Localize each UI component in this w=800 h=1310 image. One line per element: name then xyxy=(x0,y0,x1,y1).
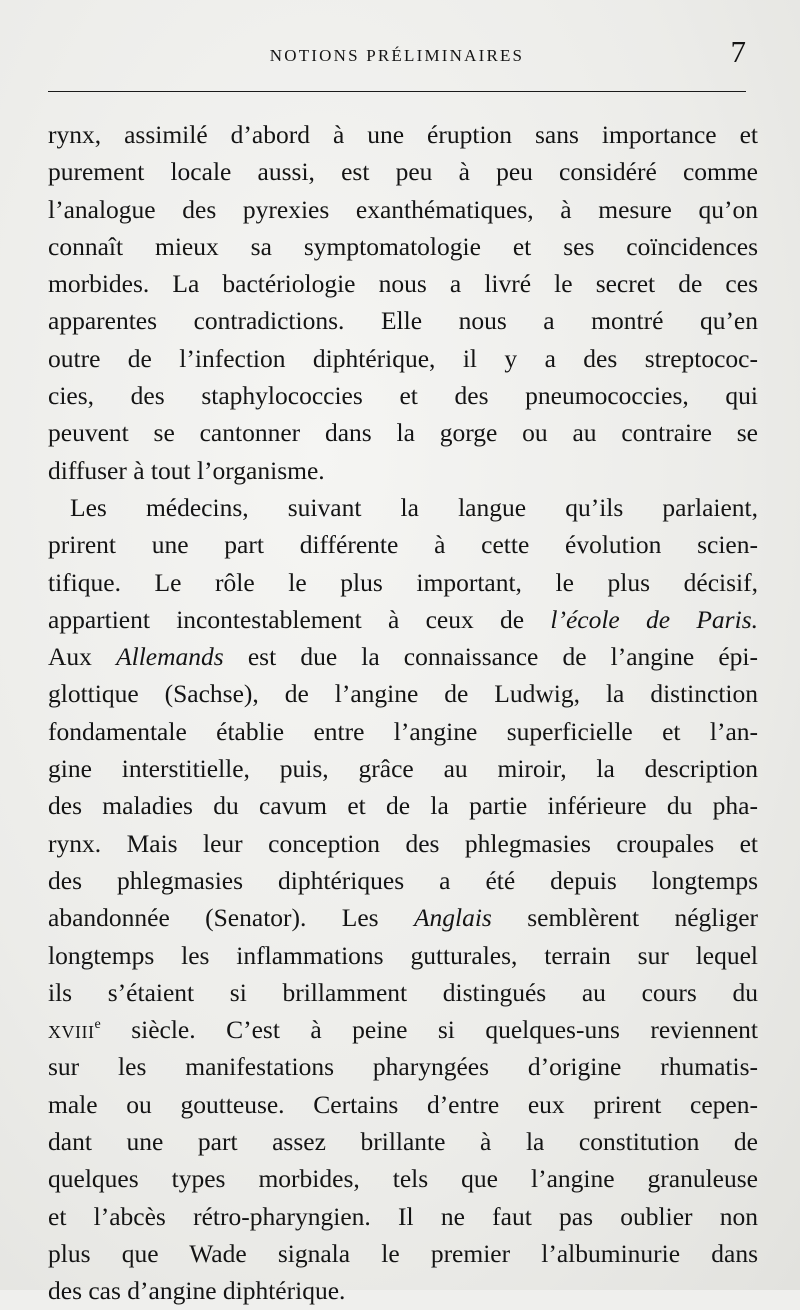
text-line: dant une part assez brillante à la constitution de xyxy=(48,1127,758,1157)
italic-phrase: l’école de Paris. xyxy=(550,604,758,634)
text-line xyxy=(48,601,758,638)
text-line: purement locale aussi, est peu à peu considéré comme xyxy=(48,157,758,187)
text-line: apparentes contradictions. Elle nous a montré qu’en xyxy=(48,306,758,336)
text-line: tifique. Le rôle le plus important, le plus décisif, xyxy=(48,567,758,597)
text-span: abandonnée (Senator). Les xyxy=(48,903,414,933)
text-line: morbides. La bactériologie nous a livré le secret de ces xyxy=(48,269,758,299)
text-line: sur les manifestations pharyngées d’origine rhumatis- xyxy=(48,1052,758,1082)
text-span: siècle. C’est à peine si quelques-uns reviennent xyxy=(100,1015,758,1045)
text-line: glottique (Sachse), de l’angine de Ludwig, la distinction xyxy=(48,679,758,709)
text-span: appartient incontestablement à ceux de xyxy=(48,604,551,634)
running-head xyxy=(48,34,746,80)
text-span: Aux xyxy=(48,642,117,672)
text-span: semblèrent négliger xyxy=(491,903,758,933)
text-line: ils s’étaient si brillamment distingués au cours du xyxy=(48,977,758,1007)
text-line: outre de l’infection diphtérique, il y a des streptococ- xyxy=(48,343,758,373)
text-line: quelques types morbides, tels que l’angine granuleuse xyxy=(48,1164,758,1194)
text-line: cies, des staphylococcies et des pneumococcies, qui xyxy=(48,381,758,411)
text-line: diffuser à tout l’organisme. xyxy=(48,455,325,485)
century-numeral: xviii xyxy=(48,1015,95,1045)
text-line: plus que Wade signala le premier l’albuminurie dans xyxy=(48,1238,758,1268)
text-line: rynx, assimilé d’abord à une éruption sans importance et xyxy=(48,120,758,149)
header-rule xyxy=(48,91,746,92)
text-span: est due la connaissance de l’angine épi- xyxy=(223,642,758,672)
italic-phrase: Allemands xyxy=(116,642,224,672)
italic-phrase: Anglais xyxy=(413,903,492,933)
text-line: des phlegmasies diphtériques a été depuis longtemps xyxy=(48,865,758,895)
text-line: rynx. Mais leur conception des phlegmasies croupales et xyxy=(48,828,758,858)
text-line: fondamentale établie entre l’angine superficielle et l’an- xyxy=(48,716,758,746)
text-line xyxy=(48,899,758,936)
text-line: male ou goutteuse. Certains d’entre eux prirent cepen- xyxy=(48,1089,758,1119)
text-line: connaît mieux sa symptomatologie et ses coïncidences xyxy=(48,231,758,261)
running-title: NOTIONS PRÉLIMINAIRES xyxy=(269,46,525,65)
paragraph-first-line: Les médecins, suivant la langue qu’ils parlaient, xyxy=(70,492,758,522)
text-line: prirent une part différente à cette évolution scien- xyxy=(48,530,758,560)
text-line: gine interstitielle, puis, grâce au miroir, la description xyxy=(48,754,758,784)
text-line: l’analogue des pyrexies exanthématiques, à mesure qu’on xyxy=(48,194,758,224)
text-line xyxy=(48,638,758,675)
text-line: peuvent se cantonner dans la gorge ou au contraire se xyxy=(48,418,758,448)
text-line: et l’abcès rétro-pharyngien. Il ne faut pas oublier non xyxy=(48,1201,758,1231)
superscript: e xyxy=(94,1017,101,1033)
body-text xyxy=(48,116,758,1310)
page-number: 7 xyxy=(730,34,746,69)
text-line: des cas d’angine diphtérique. xyxy=(48,1276,346,1306)
text-line xyxy=(48,1011,758,1048)
text-line: des maladies du cavum et de la partie inférieure du pha- xyxy=(48,791,758,821)
text-line: longtemps les inflammations gutturales, terrain sur lequel xyxy=(48,940,758,970)
